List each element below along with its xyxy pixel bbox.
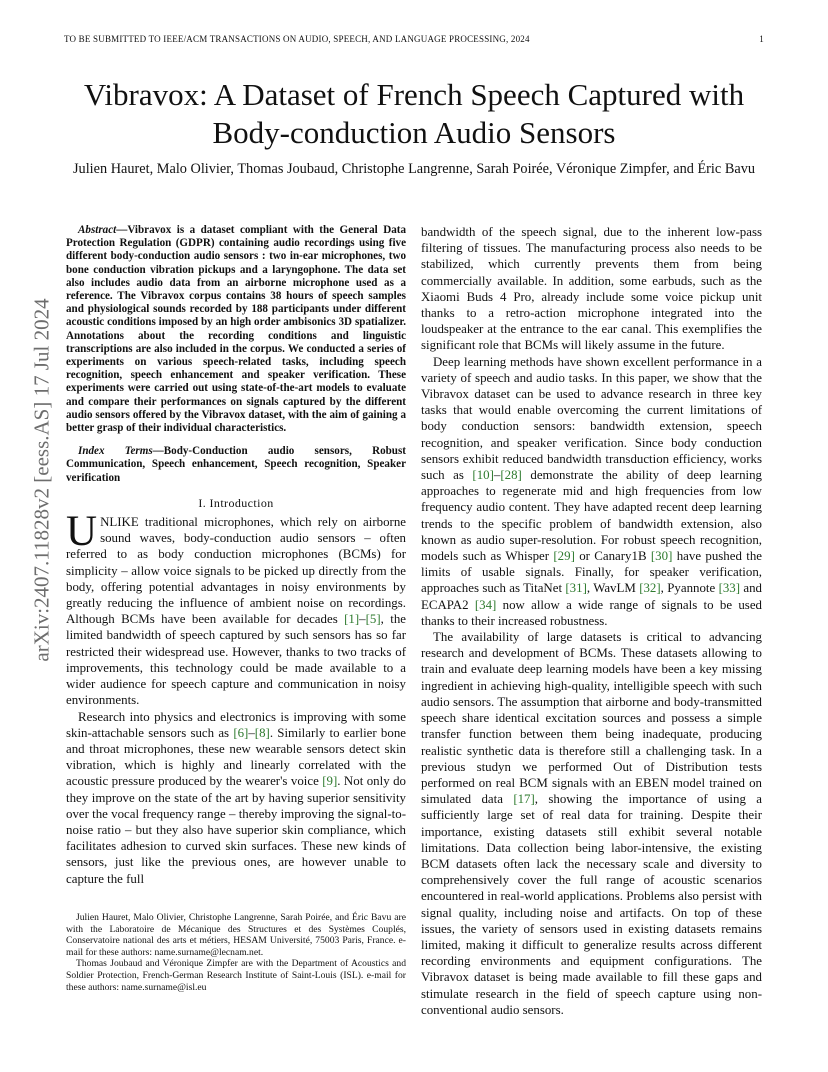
footnotes [66, 912, 406, 993]
citation-link[interactable]: [32] [639, 581, 661, 596]
right-column [421, 224, 762, 1018]
citation-link[interactable]: [6] [233, 725, 249, 740]
abstract-text: —Vibravox is a dataset compliant with the General Data Protection Regulation (GDPR) containing audio recordings using five different body-conduction audio sensors : two in-ear microphones, two bone conduction vibration pickups and a laryngophone. The data set also includes audio data from an airborne microphone used as a reference. The Vibravox corpus contains 38 hours of speech samples and physiological sounds recorded by 188 participants under different acoustic conditions imposed by an high order ambisonics 3D spatializer. Annotations about the recording conditions and linguistic transcriptions are also included in the corpus. We conducted a series of experiments on various speech-related tasks, including speech recognition, speech enhancement and speaker verification. These experiments were carried out using state-of-the-art models to evaluate and compare their performances on signals captured by the different audio sensors offered by the Vibravox dataset, with the aim of gaining a better grasp of their individual characteristics. [66, 224, 406, 435]
citation-link[interactable]: [8] [254, 725, 270, 740]
index-terms [66, 445, 406, 485]
citation-link[interactable]: [34] [474, 597, 497, 612]
intro-paragraph-5 [421, 629, 762, 1018]
page-number: 1 [759, 34, 764, 44]
intro-paragraph-3 [421, 224, 762, 354]
intro-paragraph-2-text: Research into physics and electronics is improving with some skin-attachable sensors such as [6]–[8]. Similarly to earlier bone and throat microphones, these new wearable sensors detect skin vibration, which is highly and linearly correlated with the acoustic pressure produced by the wearer's voice [9]. Not only do they improve on the state of the art by having superior sensitivity over the vocal frequency range – thereby improving the signal-to-noise ratio – but they also have superior skin compliance, which facilitates adhesion to curved skin surfaces. These new kinds of sensors, just like the previous ones, are however unable to capture the full [66, 709, 406, 886]
journal-header: TO BE SUBMITTED TO IEEE/ACM TRANSACTIONS ON AUDIO, SPEECH, AND LANGUAGE PROCESSING, 2024 [64, 34, 530, 44]
intro-paragraph-2 [66, 709, 406, 887]
section-heading-introduction: I. Introduction [198, 495, 274, 510]
citation-link[interactable]: [10] [472, 468, 494, 483]
footnote-affiliation-2: Thomas Joubaud and Véronique Zimpfer are with the Department of Acoustics and Soldier Protection, French-German Research Institute of Saint-Louis (ISL). e-mail for these authors: name.surname@isl.eu [66, 958, 406, 993]
abstract-label: Abstract [78, 224, 117, 236]
index-terms-text: —Body-Conduction audio sensors, Robust Communication, Speech enhancement, Speech recognition, Speaker verification [66, 445, 406, 484]
abstract [66, 224, 406, 435]
paper-title: Vibravox: A Dataset of French Speech Captured with Body-conduction Audio Sensors [83, 77, 745, 150]
intro-paragraph-4 [421, 354, 762, 629]
intro-paragraph-1-text: NLIKE traditional microphones, which rely on airborne sound waves, body-conduction audio sensors – often referred to as body conduction microphones (BCMs) for simplicity – allow voice signals to be picked up directly from the body, offering potential advantages in noisy environments by greatly reducing the influence of ambient noise on recordings. Although BCMs have been available for decades [1]–[5], the limited bandwidth of speech captured by such sensors has so far restricted their widespread use. However, thanks to two tracks of improvements, this technology could be made available to a wider audience for speech capture and communication in noisy environments. [66, 515, 406, 708]
citation-link[interactable]: [9] [322, 774, 338, 789]
citation-link[interactable]: [17] [513, 792, 535, 807]
footnote-affiliation-1: Julien Hauret, Malo Olivier, Christophe Langrenne, Sarah Poirée, and Éric Bavu are with the Laboratoire de Mécanique des Structures et des Systèmes Couplés, Conservatoire national des arts et métiers, HESAM Université, 75003 Paris, France. e-mail for these authors: name.surname@lecnam.net. [66, 912, 406, 958]
intro-paragraph-4-text: Deep learning methods have shown excellent performance in a variety of speech and audio tasks. In this paper, we show that the Vibravox dataset can be used to advance research in three key tasks that would enable overcoming the current limitations of body conduction sensors: bandwidth extension, speech recognition, and speaker verification. Since body conduction sensors exhibit reduced bandwidth transduction efficiency, works such as [10]–[28] demonstrate the ability of deep learning approaches to regenerate mid and high frequencies from low frequency audio content. They have adapted recent deep learning trends to the specific problem of bandwidth extension, also known as audio super-resolution. For robust speech recognition, models such as Whisper [29] or Canary1B [30] have pushed the limits of usable signals. Finally, for speaker verification, approaches such as TitaNet [31], WavLM [32], Pyannote [33] and ECAPA2 [34] now allow a wide range of signals to be used thanks to their increased robustness. [421, 354, 762, 628]
intro-paragraph-5-text: The availability of large datasets is critical to advancing research and development of BCMs. These datasets allowing to train and evaluate deep learning models have been a key missing ingredient in achieving high-quality, intelligible speech with such audio sensors. The assumption that airborne and body-transmitted speech share identical excitation sources and possess a simple transfer function between them being inadequate, producing realistic synthetic data is therefore still a challenging task. In a previous studyn we performed Out of Distribution tests performed on real BCM signals with an EBEN model trained on simulated data [17], showing the importance of using a sufficiently large set of real data for training. Despite their importance, existing datasets still exhibit several notable limitations. Data collection being labor-intensive, the existing BCM datasets often lack the necessary scale and diversity to comprehensively cover the full range of acoustic scenarios encountered in real-world applications. Problems also persist with signal quality, including noise and artifacts. On top of these issues, the variety of sensors used in existing datasets remains limited, making it difficult to generalize results across different recording environments and equipment configurations. The Vibravox dataset is being made available to fill these gaps and stimulate research in the field of speech capture using non-conventional audio sensors. [421, 630, 762, 1017]
citation-link[interactable]: [33] [718, 581, 741, 596]
index-terms-label: Index Terms [78, 445, 153, 458]
citation-link[interactable]: [1] [344, 612, 360, 627]
author-list: Julien Hauret, Malo Olivier, Thomas Joubaud, Christophe Langrenne, Sarah Poirée, Véronique Zimpfer, and Éric Bavu [72, 161, 756, 177]
citation-link[interactable]: [30] [650, 549, 673, 564]
citation-link[interactable]: [31] [565, 581, 587, 596]
intro-paragraph-1 [66, 508, 406, 708]
citation-link[interactable]: [5] [365, 612, 381, 627]
drop-cap: U [66, 508, 98, 556]
citation-link[interactable]: [29] [553, 549, 575, 564]
arxiv-stamp-text: arXiv:2407.11828v2 [eess.AS] 17 Jul 2024 [29, 298, 54, 662]
arxiv-stamp [30, 300, 54, 660]
intro-paragraph-3-text: bandwidth of the speech signal, due to the inherent low-pass filtering of tissues. The manufacturing process also needs to be stabilized, which currently prevents them from being commercially available. In addition, some earbuds, such as the Xiaomi Buds 4 Pro, already include some voice pickup unit thanks to a retro-action microphone integrated into the loudspeaker at the entrance to the ear canal. This exemplifies the significant role that BCMs will likely assume in the future. [421, 225, 762, 353]
running-header [64, 34, 764, 44]
left-column [66, 224, 406, 887]
citation-link[interactable]: [28] [500, 468, 522, 483]
